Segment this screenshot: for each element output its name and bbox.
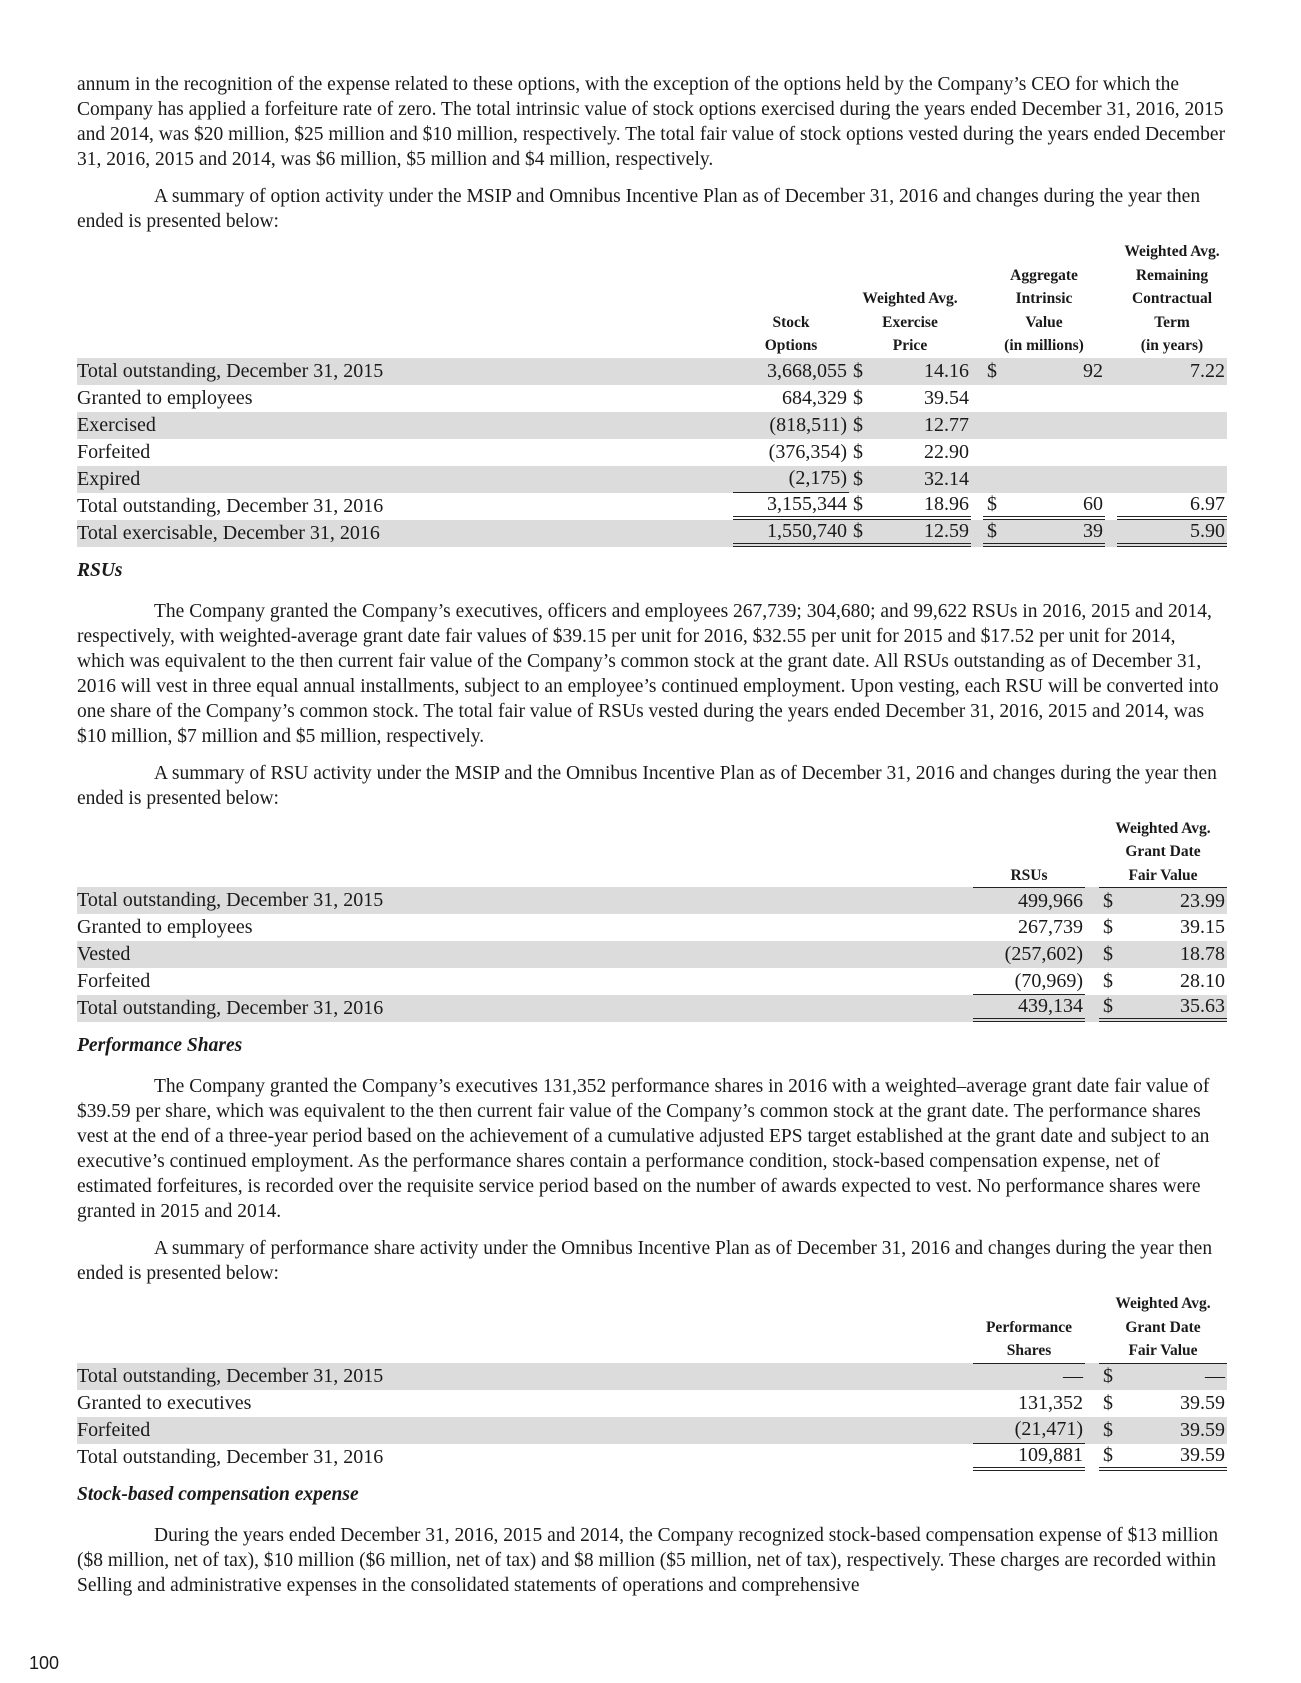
performance-table-header [77,1292,1227,1363]
rsu-summary-text: A summary of RSU activity under the MSIP and the Omnibus Incentive Plan as of December 31, 2016 and changes during the year then ended is presented below: [77,762,1217,809]
table-row: Vested (257,602) $ 18.78 [77,941,1227,968]
options-table [77,240,1227,547]
performance-heading: Performance Shares [77,1035,243,1056]
table-row: Total outstanding, December 31, 2015 — $ — [77,1363,1227,1390]
table-row: Forfeited (70,969) $ 28.10 [77,968,1227,995]
rsu-heading: RSUs [77,559,123,581]
options-table-header [77,240,1227,358]
header-grant-fair-value: Weighted Avg. Grant Date Fair Value [1115,1295,1211,1359]
compensation-heading: Stock-based compensation expense [77,1483,359,1505]
table-row: Forfeited (376,354) $ 22.90 [77,440,969,463]
header-rsus: RSUs [1010,866,1048,884]
header-performance-shares: Performance Shares [985,1318,1073,1359]
table-row: Total outstanding, December 31, 2016 3,155,344 $ 18.96 $ 60 6.97 [77,493,1227,520]
table-row: Total outstanding, December 31, 2015 3,668,055 $ 14.16 $ 92 7.22 [77,358,1227,385]
table-row: Total exercisable, December 31, 2016 1,550,740 $ 12.59 $ 39 5.90 [77,520,1227,547]
performance-table [77,1292,1227,1471]
table-row: Total outstanding, December 31, 2016 439,134 $ 35.63 [77,995,1227,1022]
table-row: Forfeited (21,471) $ 39.59 [77,1417,1227,1444]
header-contractual-term: Weighted Avg. Remaining Contractual Term (in years) [1124,243,1220,354]
rsu-table-header [77,817,1227,888]
performance-paragraph: The Company granted the Company’s executives 131,352 performance shares in 2016 with a weighted–average grant date fair value of $39.59 per share, which was equivalent to the then current fair value of the Company’s common stock at the grant date. The performance shares vest at the end of a three-year period based on the achievement of a cumulative adjusted EPS target established at the grant date and subject to an executive’s continued employment. As the performance shares contain a performance condition, stock-based compensation expense, net of estimated forfeitures, is recorded over the requisite service period based on the number of awards expected to vest. No performance shares were granted in 2015 and 2014. [77,1076,1210,1222]
header-intrinsic-value: Aggregate Intrinsic Value (in millions) [1004,266,1084,354]
document-page [77,72,1227,1598]
table-row: Granted to executives 131,352 $ 39.59 [77,1391,1225,1414]
rsu-table [77,817,1227,1023]
rsu-paragraph: The Company granted the Company’s executives, officers and employees 267,739; 304,680; and 99,622 RSUs in 2016, 2015 and 2014, respectively, with weighted-average grant date fair values of $39.15 per unit for 2016, $32.55 per unit for 2015 and $17.52 per unit for 2014, which was equivalent to the then current fair value of the Company’s common stock at the grant date. All RSUs outstanding as of December 31, 2016 will vest in three equal annual installments, subject to an employee’s continued employment. Upon vesting, each RSU will be converted into one share of the Company’s common stock. The total fair value of RSUs vested during the years ended December 31, 2016, 2015 and 2014, was $10 million, $7 million and $5 million, respectively. [77,600,1219,747]
table-row: Expired (2,175) $ 32.14 [77,466,1227,493]
performance-summary-text: A summary of performance share activity under the Omnibus Incentive Plan as of December 31, 2016 and changes during the year then ended is presented below: [77,1238,1213,1284]
table-row: Total outstanding, December 31, 2015 499,966 $ 23.99 [77,887,1227,914]
header-grant-fair-value: Weighted Avg. Grant Date Fair Value [1115,819,1211,884]
compensation-paragraph: During the years ended December 31, 2016, 2015 and 2014, the Company recognized stock-based compensation expense of $13 million ($8 million, net of tax), $10 million ($6 million, net of tax) and $8 million ($5 million, net of tax), respectively. These charges are recorded within Selling and administrative expenses in the consolidated statements of operations and comprehensive [77,1524,1219,1596]
header-stock-options: Stock Options [764,313,818,354]
table-row: Granted to employees 267,739 $ 39.15 [77,916,1225,938]
page-number: 100 [29,1653,60,1673]
table-row: Granted to employees 684,329 $ 39.54 [77,386,969,409]
options-summary-text: A summary of option activity under the MSIP and Omnibus Incentive Plan as of December 31, 2016 and changes during the year then ended is presented below: [77,186,1201,232]
table-row: Exercised (818,511) $ 12.77 [77,412,1227,439]
table-row: Total outstanding, December 31, 2016 109,881 $ 39.59 [77,1444,1227,1471]
header-exercise-price: Weighted Avg. Exercise Price [862,290,958,354]
intro-paragraph: annum in the recognition of the expense related to these options, with the exception of the options held by the Company’s CEO for which the Company has applied a forfeiture rate of zero. The total intrinsic value of stock options exercised during the years ended December 31, 2016, 2015 and 2014, was $20 million, $25 million and $10 million, respectively. The total fair value of stock options vested during the years ended December 31, 2016, 2015 and 2014, was $6 million, $5 million and $4 million, respectively. [77,74,1226,170]
